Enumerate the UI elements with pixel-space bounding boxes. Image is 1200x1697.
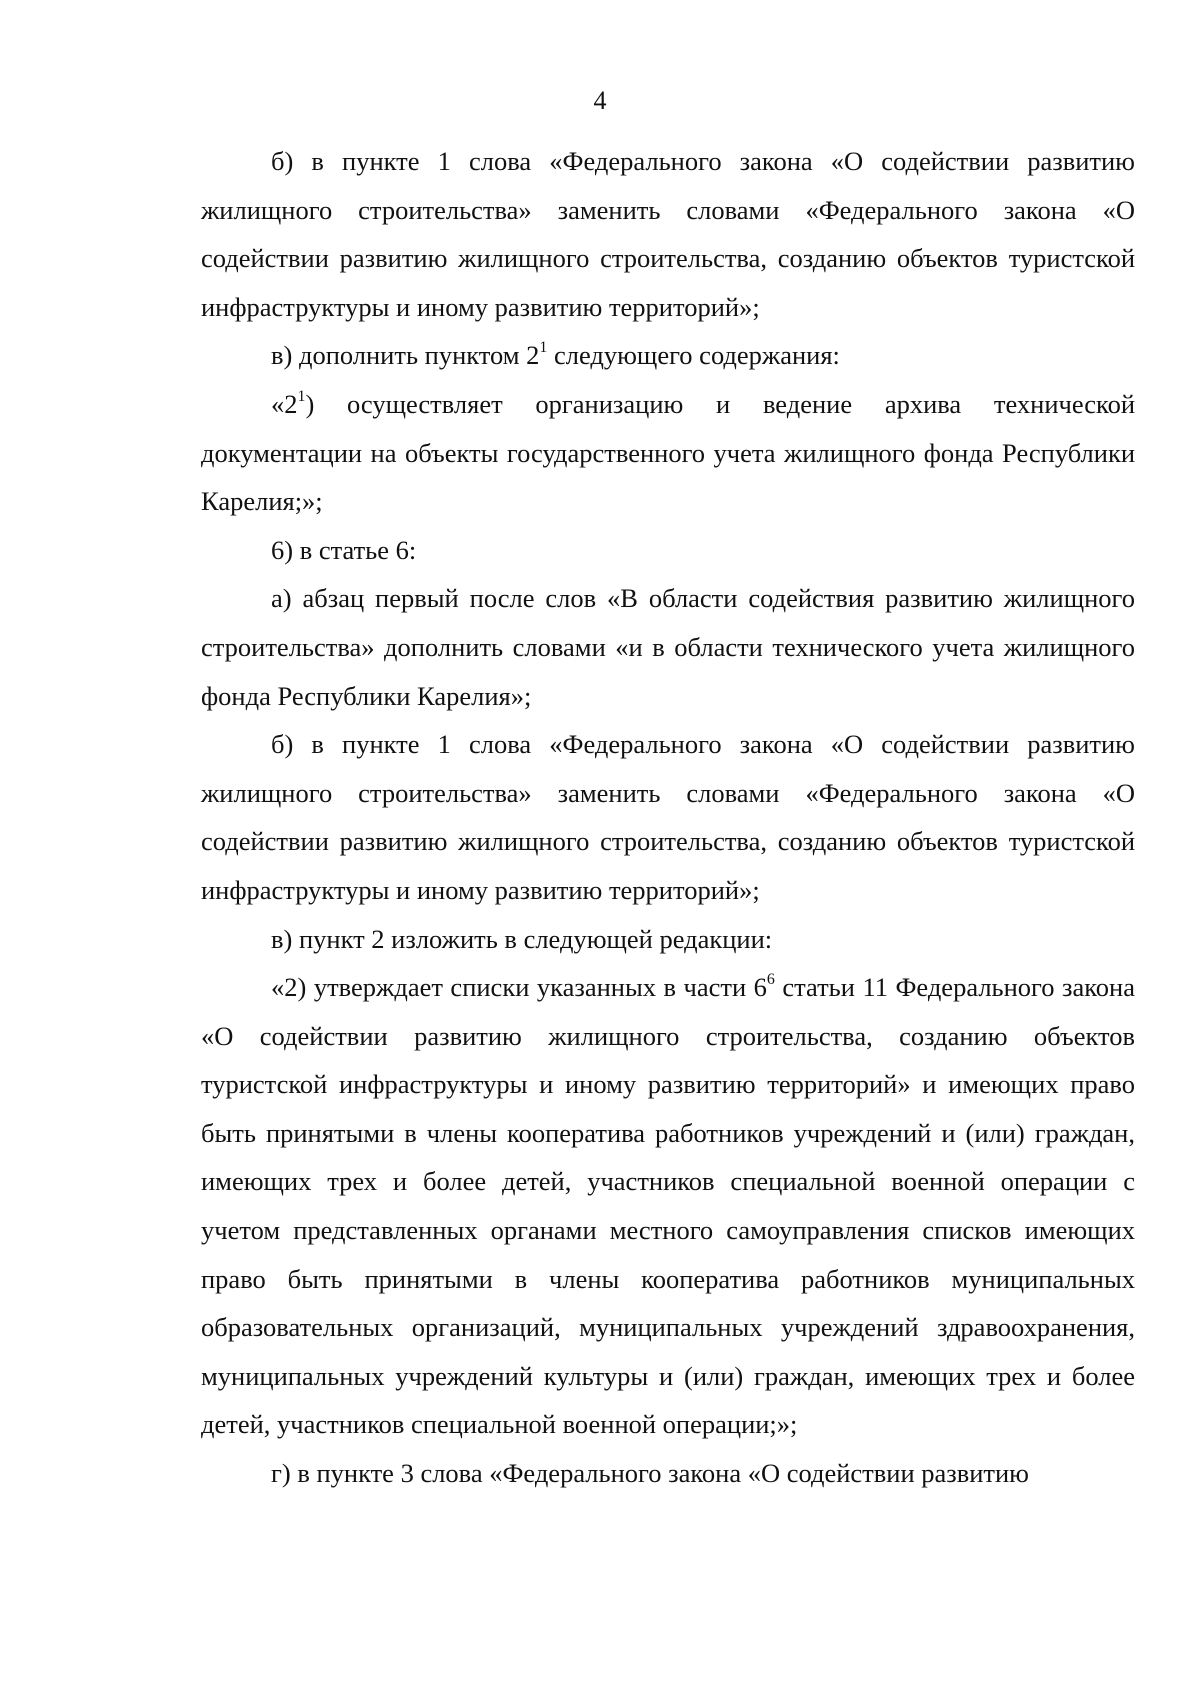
paragraph-punkt-2-new-text	[201, 963, 1135, 1449]
paragraph-text: следующего содержания:	[547, 340, 840, 371]
paragraph-6-b-punkt-1: б) в пункте 1 слова «Федерального закона «О содействии развитию жилищного строительства» заменить словами «Федерального закона «О содействии развитию жилищного строительства, созданию объектов туристской инфраструктуры и иному развитию территорий»;	[201, 729, 1135, 905]
document-body	[201, 137, 1135, 1498]
page-number: 4	[593, 86, 607, 115]
paragraph-1-b-punkt-1: б) в пункте 1 слова «Федерального закона «О содействии развитию жилищного строительства» заменить словами «Федерального закона «О содействии развитию жилищного строительства, созданию объектов туристской инфраструктуры и иному развитию территорий»;	[201, 146, 1135, 322]
paragraph-6-v-punkt-2: в) пункт 2 изложить в следующей редакции:	[271, 923, 773, 954]
superscript: 1	[297, 388, 306, 406]
paragraph-6-g-punkt-3: г) в пункте 3 слова «Федерального закона «О содействии развитию	[271, 1458, 1029, 1489]
paragraph-text: в) дополнить пунктом 2	[271, 340, 540, 371]
paragraph-6-statya-6: 6) в статье 6:	[271, 534, 417, 565]
superscript: 1	[539, 339, 548, 357]
paragraph-punkt-2-1-text	[201, 380, 1135, 526]
paragraph-1-v-dopolnit	[201, 331, 1135, 380]
paragraph-text: «2	[271, 388, 298, 419]
paragraph-text: статьи 11 Федерального закона «О содействии развитию жилищного строительства, созданию объектов туристской инфраструктуры и иному развитию территорий» и имеющих право быть принятыми в члены кооператива работников учреждений и (или) граждан, имеющих трех и более детей, участников специальной военной операции с учетом представленных органами местного самоуправления списков имеющих право быть принятыми в члены кооператива работников муниципальных образовательных организаций, муниципальных учреждений здравоохранения, муниципальных учреждений культуры и (или) граждан, имеющих трех и более детей, участников специальной военной операции;»;	[201, 972, 1135, 1440]
paragraph-6-a-abzac: а) абзац первый после слов «В области содействия развитию жилищного строительства» дополнить словами «и в области технического учета жилищного фонда Республики Карелия»;	[201, 583, 1135, 711]
superscript: 6	[766, 971, 775, 989]
paragraph-text: ) осуществляет организацию и ведение архива технической документации на объекты государственного учета жилищного фонда Республики Карелия;»;	[201, 388, 1135, 517]
paragraph-text: «2) утверждает списки указанных в части 6	[271, 972, 767, 1003]
